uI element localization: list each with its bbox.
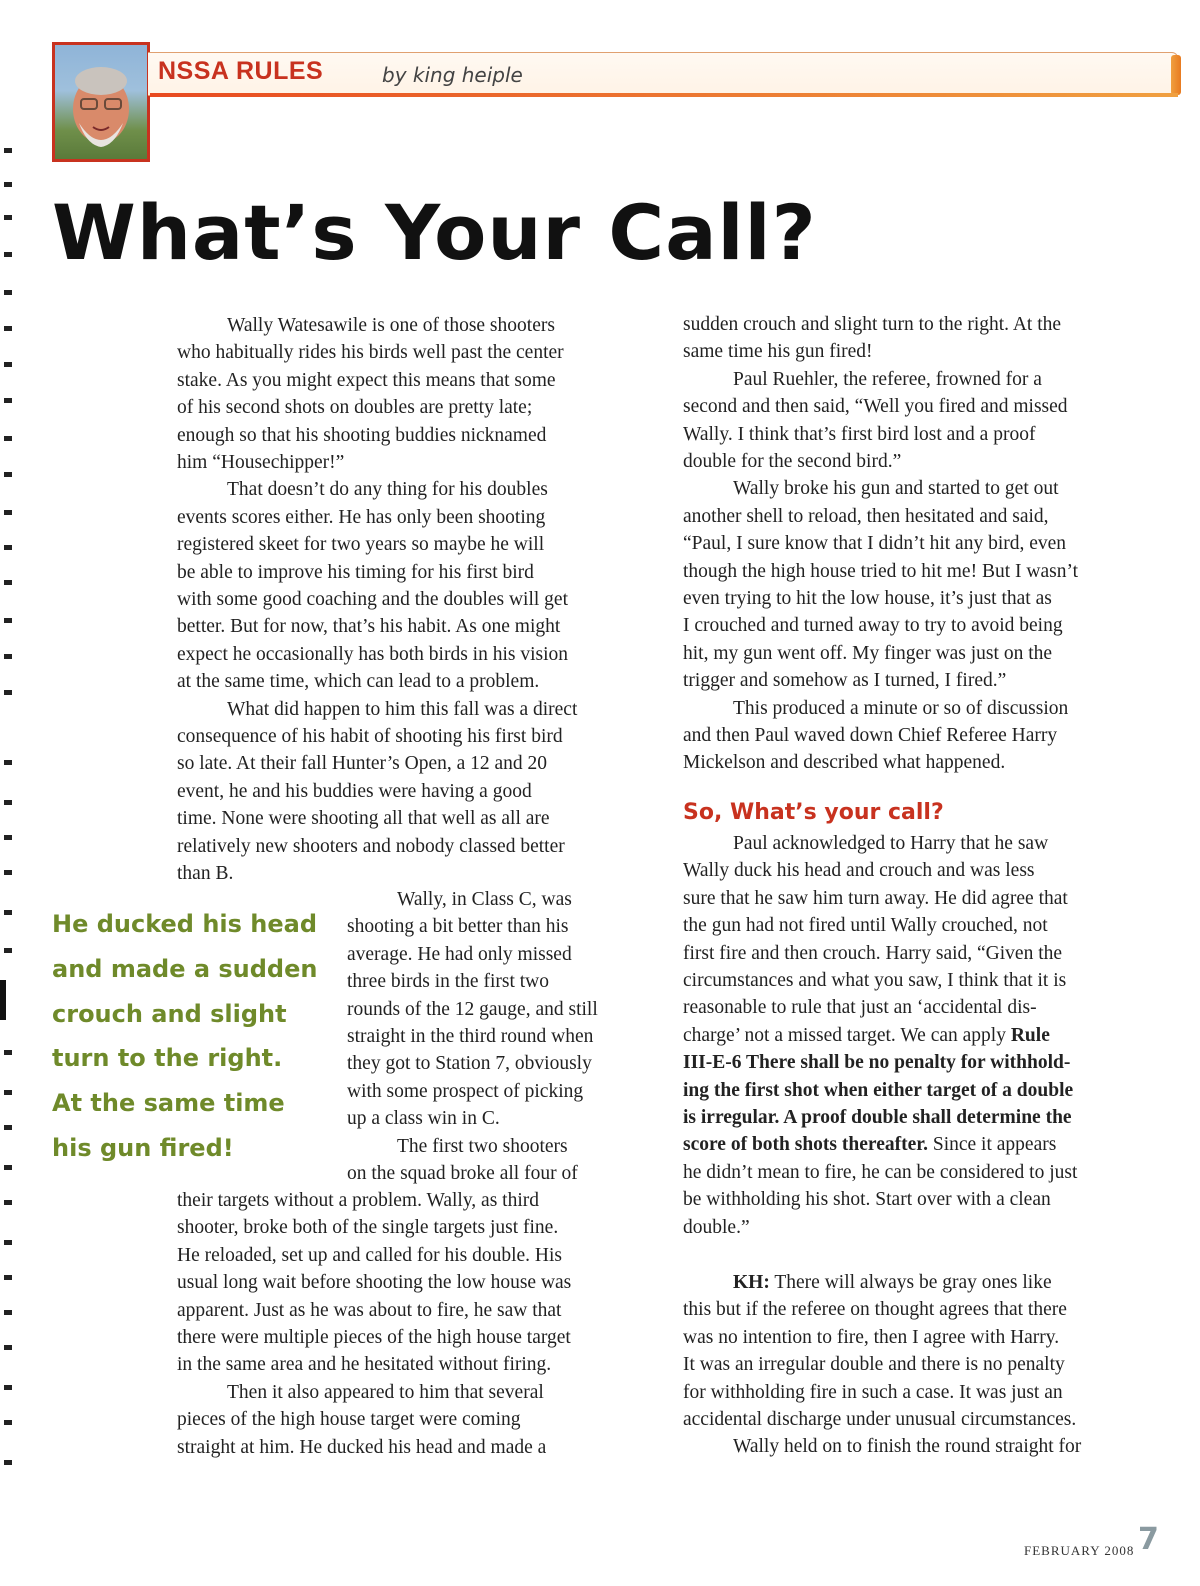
bold-rule-text: is irregular. A proof double shall determine the: [683, 1107, 1072, 1128]
scan-edge-mark: [0, 980, 6, 1020]
scan-tick-mark: [4, 690, 12, 695]
pull-quote-line: At the same time: [52, 1089, 285, 1118]
text-line: charge’ not a missed target. We can apply Rule: [683, 1024, 1050, 1046]
pull-quote: [52, 902, 342, 1171]
text-line: Wally, in Class C, was: [397, 889, 572, 910]
bold-rule-text: score of both shots thereafter.: [683, 1134, 928, 1156]
text-line: with some prospect of picking: [347, 1080, 584, 1102]
scan-tick-mark: [4, 580, 12, 585]
scan-tick-mark: [4, 870, 12, 875]
text-line: shooting a bit better than his: [347, 916, 569, 938]
pull-quote-line: crouch and slight: [52, 999, 287, 1028]
column-name: NSSA RULES: [158, 57, 324, 85]
text-line: [683, 1049, 1070, 1076]
text-line: straight in the third round when: [347, 1026, 594, 1047]
issue-date: FEBRUARY 2008: [1024, 1543, 1135, 1558]
scan-tick-mark: [4, 948, 12, 953]
scan-tick-mark: [4, 252, 12, 257]
section-subhead: So, What’s your call?: [683, 800, 944, 825]
scan-tick-mark: [4, 835, 12, 840]
text-line: was no intention to fire, then I agree with Harry.: [683, 1326, 1060, 1348]
scan-tick-mark: [4, 148, 12, 153]
text-line: It was an irregular double and there is no penalty: [683, 1354, 1065, 1376]
scan-tick-mark: [4, 1090, 12, 1095]
text-line: first fire and then crouch. Harry said, “Given the: [683, 942, 1063, 964]
text-line: That doesn’t do any thing for his doubles: [227, 479, 548, 501]
scan-tick-mark: [4, 362, 12, 367]
text-line: [683, 1077, 1073, 1104]
text-line: Wally broke his gun and started to get out: [733, 478, 1059, 500]
text-line: trigger and somehow as I turned, I fired.”: [683, 670, 1007, 692]
bold-rule-text: KH:: [733, 1272, 770, 1293]
header-underline: [150, 93, 1178, 97]
pull-quote-line: turn to the right.: [52, 1044, 283, 1073]
scan-tick-mark: [4, 290, 12, 295]
scan-tick-mark: [4, 472, 12, 477]
text-line: Paul acknowledged to Harry that he saw: [733, 833, 1049, 854]
text-line: double.”: [683, 1216, 750, 1238]
text-line: shooter, broke both of the single targets just fine.: [177, 1217, 559, 1239]
text-line: Then it also appeared to him that several: [227, 1381, 544, 1403]
scan-tick-mark: [4, 1345, 12, 1350]
text-line: be withholding his shot. Start over with a clean: [683, 1189, 1051, 1211]
text-line: KH: There will always be gray ones like: [733, 1272, 1052, 1293]
scan-tick-mark: [4, 654, 12, 659]
text-line: I crouched and turned away to try to avoid being: [683, 615, 1063, 637]
text-line: at the same time, which can lead to a problem.: [177, 671, 540, 693]
text-line: registered skeet for two years so maybe he will: [177, 534, 545, 556]
text-line: so late. At their fall Hunter’s Open, a 12 and 20: [177, 753, 548, 775]
text-line: Wally. I think that’s first bird lost and a proof: [683, 423, 1036, 445]
text-line: him “Housechipper!”: [177, 452, 345, 473]
text-line: The first two shooters: [397, 1135, 568, 1157]
text-line: of his second shots on doubles are pretty late;: [177, 397, 533, 419]
pull-quote-line: his gun fired!: [52, 1133, 234, 1162]
scan-tick-mark: [4, 760, 12, 765]
scan-tick-mark: [4, 1125, 12, 1130]
text-line: than B.: [177, 863, 234, 884]
text-line: he didn’t mean to fire, he can be considered to just: [683, 1161, 1078, 1183]
text-line: accidental discharge under unusual circumstances.: [683, 1409, 1077, 1430]
bold-rule-text: ing the first shot when either target of a double: [683, 1079, 1074, 1101]
scan-tick-mark: [4, 182, 12, 187]
text-line: Paul Ruehler, the referee, frowned for a: [733, 368, 1042, 390]
text-line: Wally held on to finish the round straight for: [733, 1436, 1082, 1458]
scan-tick-mark: [4, 1275, 12, 1280]
text-line: their targets without a problem. Wally, as third: [177, 1190, 539, 1211]
scan-tick-mark: [4, 436, 12, 441]
scan-tick-mark: [4, 1310, 12, 1315]
text-line: Wally Watesawile is one of those shooters: [227, 315, 555, 336]
text-line: average. He had only missed: [347, 943, 572, 965]
scan-tick-mark: [4, 215, 12, 220]
text-line: there were multiple pieces of the high house target: [177, 1327, 571, 1348]
text-line: relatively new shooters and nobody classed better: [177, 835, 565, 857]
text-line: sudden crouch and slight turn to the right. At the: [683, 314, 1062, 335]
scan-tick-mark: [4, 1420, 12, 1425]
text-line: stake. As you might expect this means that some: [177, 369, 556, 391]
scan-tick-mark: [4, 618, 12, 623]
text-line: expect he occasionally has both birds in his vision: [177, 643, 569, 665]
text-line: in the same area and he hesitated without firing.: [177, 1354, 552, 1376]
pull-quote-line: and made a sudden: [52, 954, 318, 983]
author-photo: [52, 42, 150, 162]
text-line: sure that he saw him turn away. He did agree that: [683, 887, 1068, 909]
article-title: What’s Your Call?: [52, 188, 817, 277]
text-line: the gun had not fired until Wally crouched, not: [683, 915, 1048, 937]
text-line: consequence of his habit of shooting his first bird: [177, 726, 563, 747]
text-line: with some good coaching and the doubles will get: [177, 589, 569, 610]
text-line: “Paul, I sure know that I didn’t hit any bird, even: [683, 533, 1067, 555]
text-line: rounds of the 12 gauge, and still: [347, 998, 598, 1020]
scan-tick-mark: [4, 910, 12, 915]
text-line: and then Paul waved down Chief Referee Harry: [683, 725, 1058, 746]
text-line: usual long wait before shooting the low house was: [177, 1272, 572, 1294]
text-line: better. But for now, that’s his habit. As one might: [177, 616, 561, 638]
text-line: though the high house tried to hit me! But I wasn’t: [683, 560, 1079, 582]
text-line: reasonable to rule that just an ‘accidental dis-: [683, 997, 1037, 1019]
pull-quote-line: He ducked his head: [52, 910, 318, 938]
text-line: score of both shots thereafter. Since it appears: [683, 1134, 1057, 1156]
text-line: this but if the referee on thought agrees that there: [683, 1299, 1067, 1321]
text-line: He reloaded, set up and called for his double. His: [177, 1244, 563, 1266]
text-line: they got to Station 7, obviously: [347, 1053, 592, 1075]
bold-rule-text: Rule: [1010, 1024, 1050, 1046]
text-line: on the squad broke all four of: [347, 1163, 578, 1184]
text-line: pieces of the high house target were coming: [177, 1409, 521, 1431]
text-line: hit, my gun went off. My finger was just on the: [683, 642, 1053, 664]
text-line: double for the second bird.”: [683, 451, 902, 472]
scan-tick-mark: [4, 1200, 12, 1205]
text-line: circumstances and what you saw, I think that it is: [683, 970, 1067, 991]
bold-rule-text: III-E-6 There shall be no penalty for withhold-: [683, 1052, 1071, 1074]
text-line: same time his gun fired!: [683, 341, 873, 363]
text-line: who habitually rides his birds well past the center: [177, 342, 564, 364]
text-line: Wally duck his head and crouch and was less: [683, 860, 1035, 882]
scan-tick-mark: [4, 1050, 12, 1055]
text-line: even trying to hit the low house, it’s just that as: [683, 588, 1052, 609]
scan-tick-mark: [4, 510, 12, 515]
text-line: apparent. Just as he was about to fire, he saw that: [177, 1299, 562, 1321]
scan-tick-mark: [4, 545, 12, 550]
text-line: time. None were shooting all that well as all are: [177, 808, 550, 830]
text-line: three birds in the first two: [347, 971, 549, 993]
scan-tick-mark: [4, 398, 12, 403]
text-line: This produced a minute or so of discussion: [733, 697, 1069, 719]
text-line: another shell to reload, then hesitated and said,: [683, 505, 1049, 527]
scan-tick-mark: [4, 1240, 12, 1245]
text-line: What did happen to him this fall was a direct: [227, 698, 578, 720]
scan-tick-mark: [4, 800, 12, 805]
text-line: events scores either. He has only been shooting: [177, 506, 546, 528]
text-line: up a class win in C.: [347, 1108, 500, 1130]
author-portrait-icon: [55, 45, 147, 159]
scan-tick-mark: [4, 1165, 12, 1170]
text-line: enough so that his shooting buddies nicknamed: [177, 424, 547, 446]
text-line: [683, 1104, 1072, 1131]
scan-tick-mark: [4, 326, 12, 331]
text-line: straight at him. He ducked his head and made a: [177, 1436, 547, 1458]
scan-tick-mark: [4, 1385, 12, 1390]
text-line: for withholding fire in such a case. It was just an: [683, 1381, 1063, 1403]
text-line: Mickelson and described what happened.: [683, 752, 1006, 774]
page-number: 7: [1138, 1522, 1159, 1557]
byline: by king heiple: [382, 63, 523, 87]
text-line: be able to improve his timing for his first bird: [177, 561, 534, 583]
text-line: event, he and his buddies were having a good: [177, 780, 532, 802]
scan-tick-mark: [4, 1460, 12, 1465]
text-line: second and then said, “Well you fired and missed: [683, 396, 1068, 418]
